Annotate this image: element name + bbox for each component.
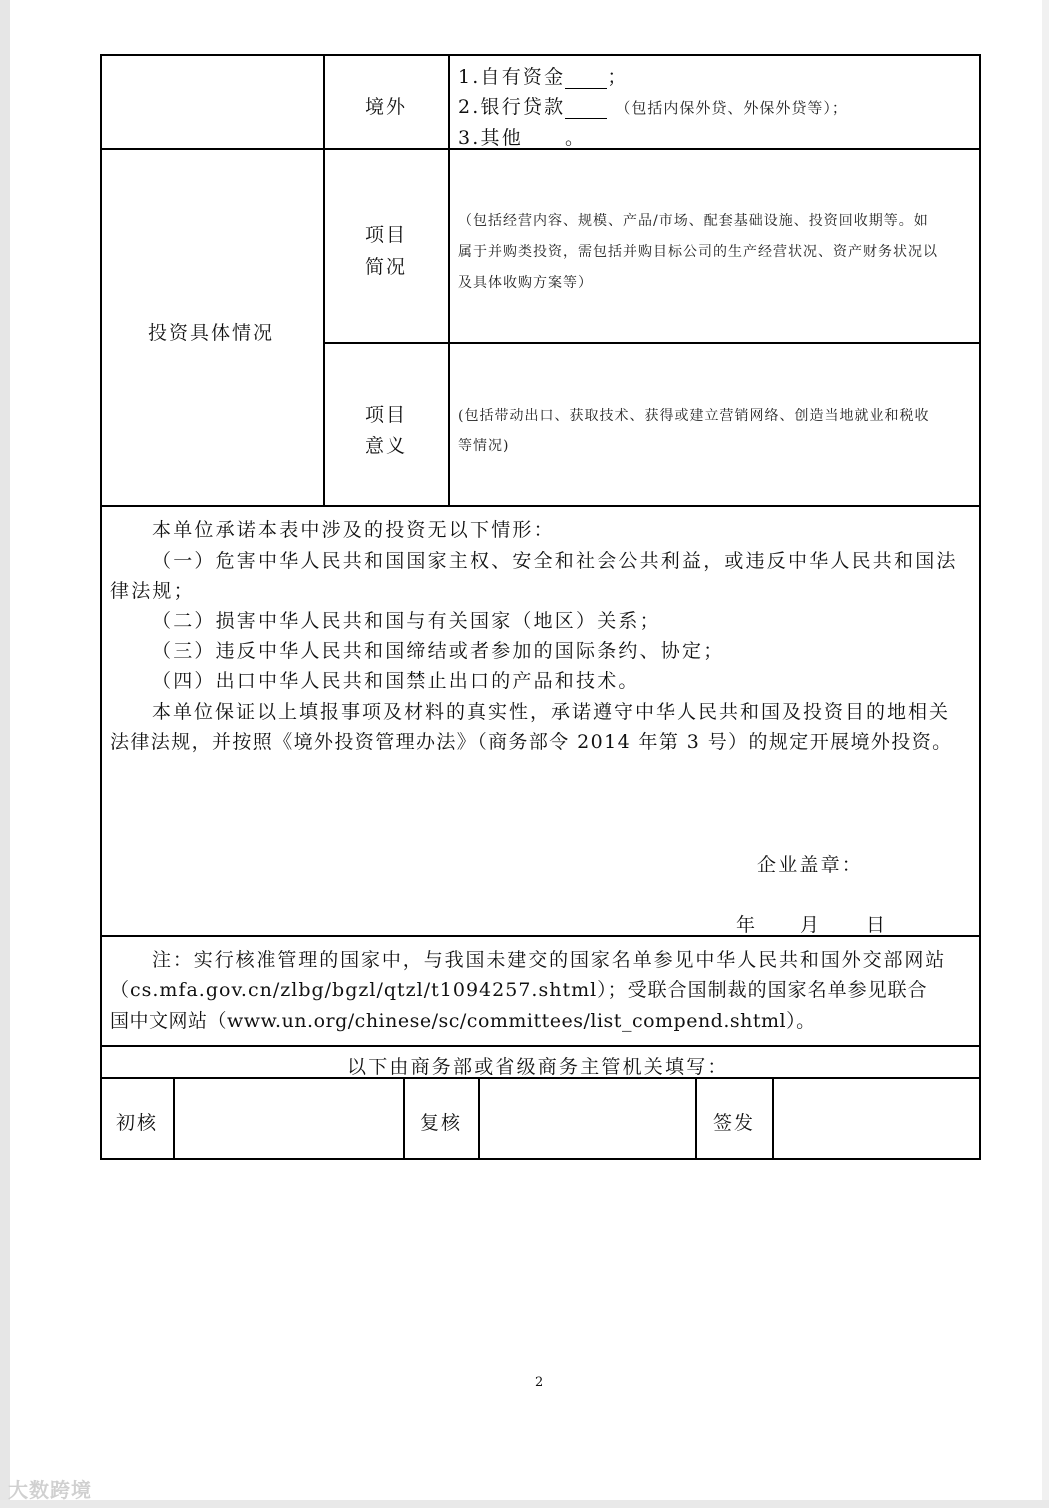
- pledge-intro: 本单位承诺本表中涉及的投资无以下情形：: [152, 519, 555, 541]
- pledge-item-4: （四）出口中华人民共和国禁止出口的产品和技术。: [152, 670, 640, 692]
- pledge-item-2: （二）损害中华人民共和国与有关国家（地区）关系；: [152, 610, 661, 632]
- project-summary-note-1: （包括经营内容、规模、产品/市场、配套基础设施、投资回收期等。如: [458, 213, 929, 229]
- bank-loan-blank: [565, 96, 607, 119]
- date-year-label: 年: [736, 914, 758, 936]
- note-line-2: （cs.mfa.gov.cn/zlbg/bgzl/qtzl/t1094257.shtml）；受联合国制裁的国家名单参见联合: [110, 979, 928, 1001]
- project-summary-label-1: 项目: [365, 224, 408, 246]
- project-summary-note-3: 及具体收购方案等）: [458, 275, 593, 291]
- project-significance-label-2: 意义: [365, 435, 408, 457]
- page-edge-left: [0, 0, 10, 1508]
- project-significance-label-1: 项目: [365, 404, 408, 426]
- project-significance-note-2: 等情况): [458, 438, 510, 454]
- initial-review-label: 初核: [116, 1112, 159, 1134]
- page-edge-bottom: [0, 1500, 1049, 1508]
- pledge-item-1a: （一）危害中华人民共和国国家主权、安全和社会公共利益，或违反中华人民共和国法: [152, 550, 958, 572]
- funding-item-own-funds: [458, 62, 629, 89]
- project-significance-note-1: (包括带动出口、获取技术、获得或建立营销网络、创造当地就业和税收: [458, 408, 930, 424]
- bank-loan-note: （包括内保外贷、外保外贷等）；: [615, 99, 848, 117]
- official-use-header: 以下由商务部或省级商务主管机关填写：: [347, 1056, 729, 1078]
- funding-item-other-label: 3.其他: [458, 127, 523, 149]
- investment-details-label: 投资具体情况: [148, 322, 275, 344]
- overseas-label: 境外: [365, 96, 408, 118]
- project-summary-label-2: 简况: [365, 256, 408, 278]
- own-funds-end: ；: [607, 66, 629, 88]
- sign-off-label: 签发: [713, 1112, 756, 1134]
- company-seal-label: 企业盖章：: [757, 854, 864, 876]
- pledge-item-3: （三）违反中华人民共和国缔结或者参加的国际条约、协定；: [152, 640, 725, 662]
- re-review-label: 复核: [420, 1112, 463, 1134]
- note-line-3: 国中文网站（www.un.org/chinese/sc/committees/list_compend.shtml）。: [110, 1010, 816, 1032]
- project-summary-note-2: 属于并购类投资，需包括并购目标公司的生产经营状况、资产财务状况以: [458, 244, 938, 260]
- funding-item-other: [458, 123, 586, 150]
- note-line-1: 注：实行核准管理的国家中，与我国未建交的国家名单参见中华人民共和国外交部网站: [152, 949, 947, 971]
- funding-item-bank-loan: [458, 92, 848, 119]
- watermark-logo: [8, 1474, 92, 1503]
- other-blank: [523, 127, 565, 150]
- watermark-text: 大数跨境: [8, 1478, 92, 1502]
- pledge-item-1b: 律法规；: [110, 580, 195, 602]
- pledge-guarantee-a: 本单位保证以上填报事项及材料的真实性，承诺遵守中华人民共和国及投资目的地相关: [152, 701, 951, 723]
- pledge-guarantee-b: 法律法规，并按照《境外投资管理办法》（商务部令 2014 年第 3 号）的规定开展境外投资。: [110, 731, 953, 753]
- other-end: 。: [564, 127, 587, 149]
- funding-item-own-funds-label: 1.自有资金: [458, 66, 566, 88]
- date-day-label: 日: [866, 914, 888, 936]
- funding-item-bank-loan-label: 2.银行贷款: [458, 96, 566, 118]
- own-funds-blank: [565, 66, 607, 89]
- date-month-label: 月: [800, 914, 822, 936]
- page-number: 2: [535, 1375, 544, 1390]
